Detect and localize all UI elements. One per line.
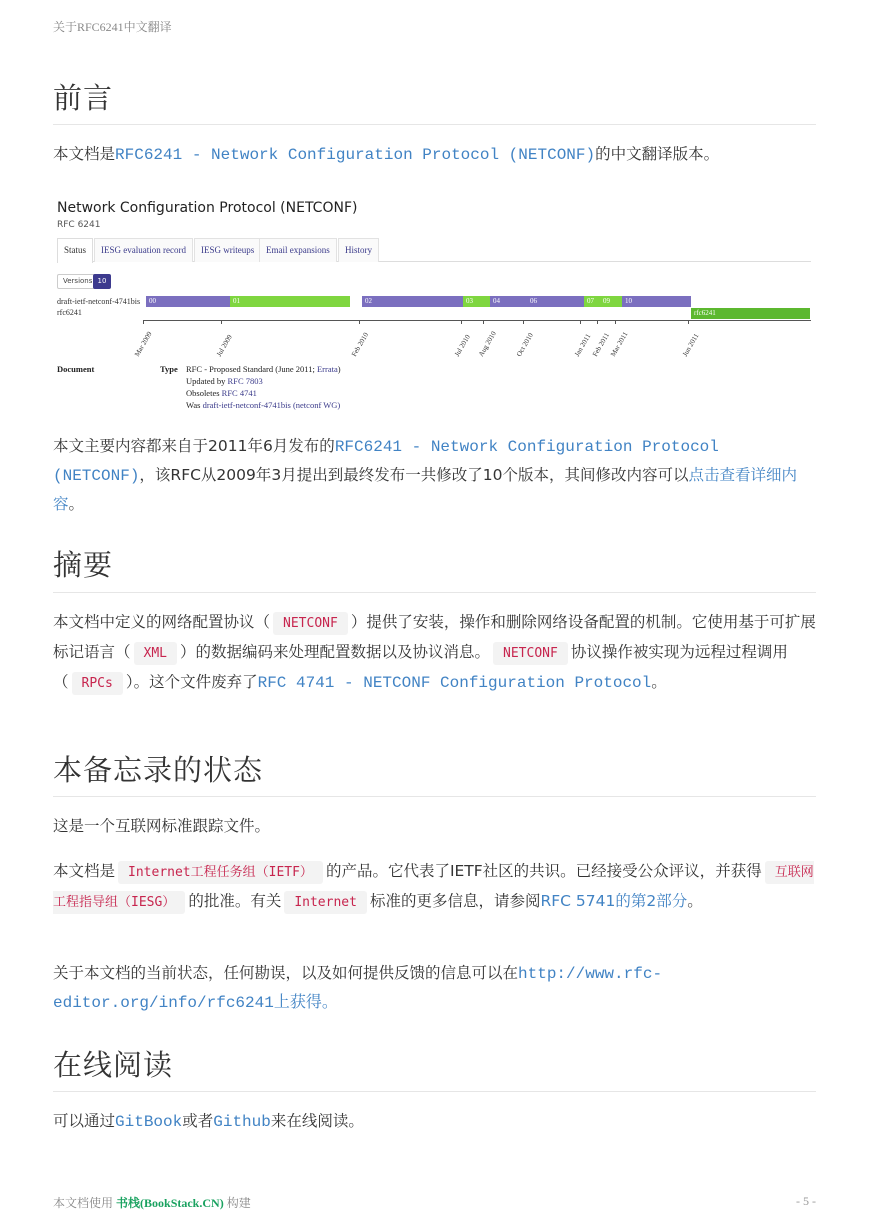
- github-link[interactable]: Github: [213, 1113, 271, 1131]
- abstract-text: ）提供了安装，操作和删除网络设备配置的机制。它使用基于可扩展标记语言（: [53, 613, 816, 661]
- rfc4741-text-link[interactable]: RFC 4741 - NETCONF Configuration Protocol: [257, 674, 652, 692]
- footer-suffix: 构建: [226, 1196, 251, 1210]
- preface-intro-suffix: 的中文翻译版本。: [595, 145, 720, 163]
- rfc4741-link[interactable]: RFC 4741: [221, 388, 257, 398]
- inline-code: Internet: [284, 891, 367, 914]
- timeline-tick: [143, 320, 144, 324]
- timeline-date: Aug 2010: [477, 329, 498, 358]
- draft-link[interactable]: draft-ietf-netconf-4741bis (netconf WG): [202, 400, 341, 410]
- preface-body: [53, 432, 819, 518]
- status-text: 的批准。有关: [188, 892, 282, 910]
- inline-code: NETCONF: [273, 612, 348, 635]
- type-value: [186, 364, 341, 374]
- timeline-tick: [688, 320, 689, 324]
- status-paragraph: [53, 857, 819, 917]
- tab-status[interactable]: Status: [57, 238, 93, 263]
- timeline-tick: [461, 320, 462, 324]
- tab-iesg-evaluation[interactable]: IESG evaluation record: [94, 238, 193, 262]
- status-text: 本文档是: [53, 862, 116, 880]
- status-feedback: [53, 959, 819, 1017]
- preface-divider: [53, 124, 816, 125]
- details-link[interactable]: 点击查看详细内容: [53, 466, 797, 513]
- abstract-paragraph: [53, 608, 819, 698]
- timeline-date: Oct 2010: [515, 331, 535, 358]
- timeline-tick: [221, 320, 222, 324]
- preface-intro-prefix: 本文档是: [53, 145, 116, 163]
- version-segment[interactable]: 09: [600, 296, 622, 307]
- online-text: 或者: [182, 1112, 214, 1130]
- version-segment[interactable]: 03: [463, 296, 490, 307]
- rfc-segment[interactable]: rfc6241: [691, 308, 810, 319]
- preface-body-end: 。: [68, 495, 85, 513]
- abstract-divider: [53, 592, 816, 593]
- was-label: Was: [186, 400, 201, 410]
- online-divider: [53, 1091, 816, 1092]
- preface-body-mid: ，该RFC从2009年3月提出到最终发布一共修改了10个版本，其间修改内容可以: [139, 466, 689, 484]
- version-segment[interactable]: 01: [230, 296, 350, 307]
- version-segment[interactable]: 02: [362, 296, 463, 307]
- tab-iesg-writeups[interactable]: IESG writeups: [194, 238, 261, 262]
- timeline-axis: [143, 320, 811, 321]
- abstract-text: ）。这个文件废弃了: [125, 673, 258, 691]
- inline-code: NETCONF: [493, 642, 568, 665]
- footer-prefix: 本文档使用: [53, 1196, 114, 1210]
- page-number: - 5 -: [796, 1194, 816, 1208]
- tab-email-expansions[interactable]: Email expansions: [259, 238, 337, 262]
- status-divider: [53, 796, 816, 797]
- errata-link[interactable]: Errata: [316, 364, 338, 374]
- versions-button[interactable]: Versions: [57, 274, 98, 289]
- version-segment[interactable]: 06: [527, 296, 584, 307]
- timeline-date: Jul 2009: [215, 333, 234, 358]
- status-heading: 本备忘录的状态: [53, 753, 264, 787]
- version-segment[interactable]: 07: [584, 296, 600, 307]
- timeline-date: Mar 2011: [609, 330, 630, 358]
- rfc-row-label: rfc6241: [57, 308, 82, 317]
- inline-code: RPCs: [72, 672, 123, 695]
- timeline-date: Feb 2010: [350, 331, 371, 358]
- timeline-tick: [580, 320, 581, 324]
- status-text: 标准的更多信息，请参阅: [369, 892, 541, 910]
- document-label: Document: [57, 364, 95, 374]
- version-segment[interactable]: 04: [490, 296, 527, 307]
- draft-row-label: draft-ietf-netconf-4741bis: [57, 297, 141, 306]
- status-text: 的产品。它代表了IETF社区的共识。已经接受公众评议，并获得: [325, 862, 762, 880]
- type-value-close: ): [337, 364, 341, 374]
- gitbook-link[interactable]: GitBook: [115, 1113, 183, 1131]
- timeline-tick: [523, 320, 524, 324]
- bookstack-link[interactable]: 书栈(BookStack.CN): [116, 1196, 224, 1210]
- preface-body-prefix: 本文主要内容都来自于2011年6月发布的: [53, 437, 335, 455]
- figure-tabs: [57, 238, 811, 262]
- updated-by-line: [186, 376, 263, 386]
- timeline-date: Mar 2009: [133, 330, 154, 358]
- abstract-heading: 摘要: [53, 548, 114, 582]
- timeline-date: Jan 2011: [573, 332, 593, 358]
- abstract-text: 本文档中定义的网络配置协议（: [53, 613, 271, 631]
- abstract-text: 协议操作被实现为远程过程调用（: [53, 643, 788, 691]
- figure-title: Network Configuration Protocol (NETCONF): [57, 200, 358, 216]
- timeline-tick: [483, 320, 484, 324]
- updated-by-label: Updated by: [186, 376, 226, 386]
- status-text: 。: [687, 892, 703, 910]
- version-segment[interactable]: 10: [622, 296, 691, 307]
- datatracker-figure: [53, 196, 815, 414]
- rfc6241-body-link[interactable]: RFC6241 - Network Configuration Protocol (NETCONF): [53, 438, 719, 485]
- rfc7803-link[interactable]: RFC 7803: [227, 376, 263, 386]
- rfc5741-link[interactable]: RFC 5741的第2部分: [540, 892, 688, 910]
- inline-code: Internet工程任务组（IETF）: [118, 861, 323, 884]
- page-footer: [53, 1194, 251, 1211]
- running-header: 关于RFC6241中文翻译: [53, 20, 172, 34]
- abstract-text: 。: [651, 673, 667, 691]
- timeline-date: Feb 2011: [591, 331, 611, 358]
- timeline-date: Jun 2011: [681, 332, 701, 358]
- obsoletes-line: [186, 388, 257, 398]
- tab-history[interactable]: History: [338, 238, 379, 262]
- online-heading: 在线阅读: [53, 1048, 174, 1082]
- rfc-editor-link[interactable]: http://www.rfc-editor.org/info/rfc6241上获得。: [53, 965, 663, 1012]
- status-line1: 这是一个互联网标准跟踪文件。: [53, 817, 271, 835]
- figure-subtitle: RFC 6241: [57, 220, 101, 230]
- version-segment[interactable]: 00: [146, 296, 230, 307]
- online-text: 来在线阅读。: [270, 1112, 364, 1130]
- obsoletes-label: Obsoletes: [186, 388, 220, 398]
- rfc6241-link[interactable]: RFC6241 - Network Configuration Protocol (NETCONF): [115, 146, 596, 164]
- status-feedback-text: 关于本文档的当前状态，任何勘误，以及如何提供反馈的信息可以在: [53, 964, 519, 982]
- abstract-text: ）的数据编码来处理配置数据以及协议消息。: [180, 643, 491, 661]
- timeline-tick: [359, 320, 360, 324]
- online-text: 可以通过: [53, 1112, 116, 1130]
- timeline-tick: [615, 320, 616, 324]
- inline-code: 互联网工程指导组（IESG）: [53, 861, 814, 914]
- online-paragraph: [53, 1107, 819, 1136]
- preface-intro: [53, 140, 819, 169]
- preface-heading: 前言: [53, 81, 114, 115]
- inline-code: XML: [134, 642, 177, 665]
- timeline-tick: [597, 320, 598, 324]
- type-label: Type: [160, 364, 178, 374]
- versions-count: 10: [93, 274, 111, 289]
- timeline-date: Jul 2010: [453, 333, 472, 358]
- type-value-text: RFC - Proposed Standard (June 2011;: [186, 364, 315, 374]
- was-line: [186, 400, 340, 410]
